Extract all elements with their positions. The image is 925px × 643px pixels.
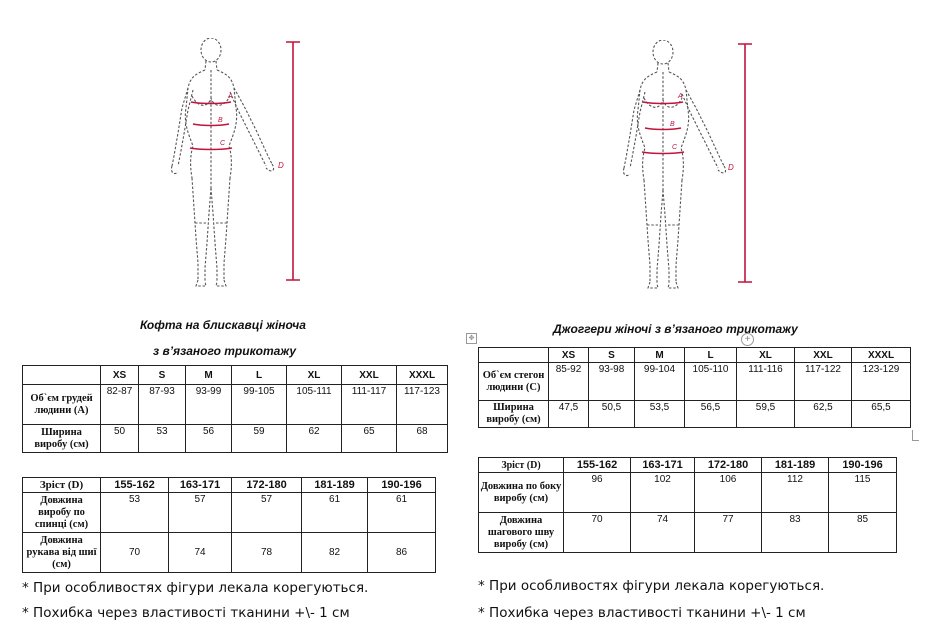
row-label: Об`єм грудей людини (А) bbox=[23, 385, 101, 425]
header-cell: 155-162 bbox=[101, 478, 169, 493]
header-cell: 181-189 bbox=[762, 458, 829, 473]
table-row bbox=[479, 363, 911, 401]
table-row bbox=[479, 401, 911, 428]
right-body-figure bbox=[612, 40, 762, 292]
move-handle-icon[interactable]: ✥ bbox=[466, 333, 477, 344]
left-label-b: B bbox=[218, 117, 223, 124]
right-label-c: C bbox=[672, 144, 678, 151]
table-cell: 65 bbox=[342, 425, 397, 453]
row-label: Довжина по боку виробу (см) bbox=[479, 473, 564, 513]
table-cell: 87-93 bbox=[139, 385, 186, 425]
left-size-table bbox=[22, 365, 448, 453]
table-cell: 82-87 bbox=[101, 385, 139, 425]
table-cell: 59 bbox=[232, 425, 287, 453]
table-cell: 57 bbox=[232, 493, 302, 533]
table-cell: 99-105 bbox=[232, 385, 287, 425]
left-label-a: A bbox=[228, 93, 233, 100]
header-cell: XL bbox=[737, 348, 795, 363]
right-size-table bbox=[478, 347, 911, 428]
right-note-pattern: * При особливостях фігури лекала корегуються. bbox=[478, 578, 825, 594]
table-cell: 53 bbox=[139, 425, 186, 453]
table-cell: 74 bbox=[631, 513, 695, 553]
row-label: Ширина виробу (см) bbox=[23, 425, 101, 453]
left-title-line2: з в’язаного трикотажу bbox=[153, 344, 296, 358]
header-cell: 163-171 bbox=[631, 458, 695, 473]
table-cell: 111-117 bbox=[342, 385, 397, 425]
header-cell: 181-189 bbox=[302, 478, 368, 493]
table-cell: 85 bbox=[829, 513, 897, 553]
table-header-row bbox=[479, 458, 897, 473]
table-cell: 86 bbox=[368, 533, 436, 573]
table-cell: 61 bbox=[302, 493, 368, 533]
header-cell: Зріст (D) bbox=[479, 458, 564, 473]
row-label: Довжина рукава від шиї (см) bbox=[23, 533, 101, 573]
table-cell: 53 bbox=[101, 493, 169, 533]
table-cell: 123-129 bbox=[852, 363, 911, 401]
header-cell: 190-196 bbox=[368, 478, 436, 493]
header-cell: Зріст (D) bbox=[23, 478, 101, 493]
header-cell: XS bbox=[101, 366, 139, 385]
table-cell: 56,5 bbox=[685, 401, 737, 428]
table-cell: 68 bbox=[397, 425, 448, 453]
header-cell: S bbox=[589, 348, 635, 363]
header-cell: 172-180 bbox=[695, 458, 762, 473]
table-cell: 99-104 bbox=[635, 363, 685, 401]
table-cell: 117-122 bbox=[795, 363, 852, 401]
right-title: Джоггери жіночі з в’язаного трикотажу bbox=[553, 322, 798, 336]
table-cell: 61 bbox=[368, 493, 436, 533]
header-cell: M bbox=[186, 366, 232, 385]
header-cell: XXXL bbox=[397, 366, 448, 385]
table-header-row bbox=[23, 366, 448, 385]
table-cell: 106 bbox=[695, 473, 762, 513]
header-cell: S bbox=[139, 366, 186, 385]
table-cell: 83 bbox=[762, 513, 829, 553]
table-cell: 93-99 bbox=[186, 385, 232, 425]
table-header-row bbox=[23, 478, 436, 493]
table-cell: 111-116 bbox=[737, 363, 795, 401]
header-cell: XXL bbox=[342, 366, 397, 385]
table-cell: 102 bbox=[631, 473, 695, 513]
left-note-pattern: * При особливостях фігури лекала корегуються. bbox=[22, 580, 369, 596]
table-row bbox=[23, 385, 448, 425]
left-title-line1: Кофта на блискавці жіноча bbox=[140, 318, 306, 332]
right-label-d: D bbox=[728, 163, 734, 172]
table-row bbox=[479, 513, 897, 553]
header-cell: L bbox=[232, 366, 287, 385]
header-cell: M bbox=[635, 348, 685, 363]
table-cell: 82 bbox=[302, 533, 368, 573]
table-cell: 105-110 bbox=[685, 363, 737, 401]
table-cell: 112 bbox=[762, 473, 829, 513]
row-label: Довжина шагового шву виробу (см) bbox=[479, 513, 564, 553]
header-cell: 163-171 bbox=[169, 478, 232, 493]
right-label-b: B bbox=[670, 121, 675, 128]
header-cell: L bbox=[685, 348, 737, 363]
table-cell: 96 bbox=[564, 473, 631, 513]
table-row bbox=[23, 493, 436, 533]
table-cell: 105-111 bbox=[287, 385, 342, 425]
table-cell: 78 bbox=[232, 533, 302, 573]
left-body-figure bbox=[160, 38, 310, 290]
row-label: Об`єм стегон людини (С) bbox=[479, 363, 549, 401]
header-cell: XXL bbox=[795, 348, 852, 363]
left-note-error: * Похибка через властивості тканини +\- 1 см bbox=[22, 605, 350, 621]
header-cell: 172-180 bbox=[232, 478, 302, 493]
table-cell: 50,5 bbox=[589, 401, 635, 428]
table-header-row bbox=[479, 348, 911, 363]
table-cell: 65,5 bbox=[852, 401, 911, 428]
header-cell: 155-162 bbox=[564, 458, 631, 473]
table-cell: 59,5 bbox=[737, 401, 795, 428]
table-cell: 56 bbox=[186, 425, 232, 453]
table-cell: 62 bbox=[287, 425, 342, 453]
table-cell: 53,5 bbox=[635, 401, 685, 428]
add-column-icon[interactable]: + bbox=[741, 333, 754, 346]
left-height-table bbox=[22, 477, 436, 573]
table-cell: 117-123 bbox=[397, 385, 448, 425]
table-row bbox=[479, 473, 897, 513]
table-cell: 77 bbox=[695, 513, 762, 553]
row-label: Довжина виробу по спинці (см) bbox=[23, 493, 101, 533]
right-note-error: * Похибка через властивості тканини +\- 1 см bbox=[478, 605, 806, 621]
table-cell: 115 bbox=[829, 473, 897, 513]
table-cell: 57 bbox=[169, 493, 232, 533]
table-cell: 47,5 bbox=[549, 401, 589, 428]
table-row bbox=[23, 425, 448, 453]
table-row bbox=[23, 533, 436, 573]
header-cell: XL bbox=[287, 366, 342, 385]
right-height-table bbox=[478, 457, 897, 553]
header-cell bbox=[23, 366, 101, 385]
left-label-c: C bbox=[220, 140, 226, 147]
header-cell: XXXL bbox=[852, 348, 911, 363]
table-cell: 70 bbox=[564, 513, 631, 553]
header-cell: XS bbox=[549, 348, 589, 363]
table-cell: 93-98 bbox=[589, 363, 635, 401]
header-cell: 190-196 bbox=[829, 458, 897, 473]
table-cell: 85-92 bbox=[549, 363, 589, 401]
right-label-a: A bbox=[678, 93, 683, 100]
header-cell bbox=[479, 348, 549, 363]
table-cell: 70 bbox=[101, 533, 169, 573]
left-label-d: D bbox=[278, 161, 284, 170]
resize-corner-icon[interactable] bbox=[912, 430, 919, 441]
table-cell: 74 bbox=[169, 533, 232, 573]
table-cell: 50 bbox=[101, 425, 139, 453]
table-cell: 62,5 bbox=[795, 401, 852, 428]
row-label: Ширина виробу (см) bbox=[479, 401, 549, 428]
